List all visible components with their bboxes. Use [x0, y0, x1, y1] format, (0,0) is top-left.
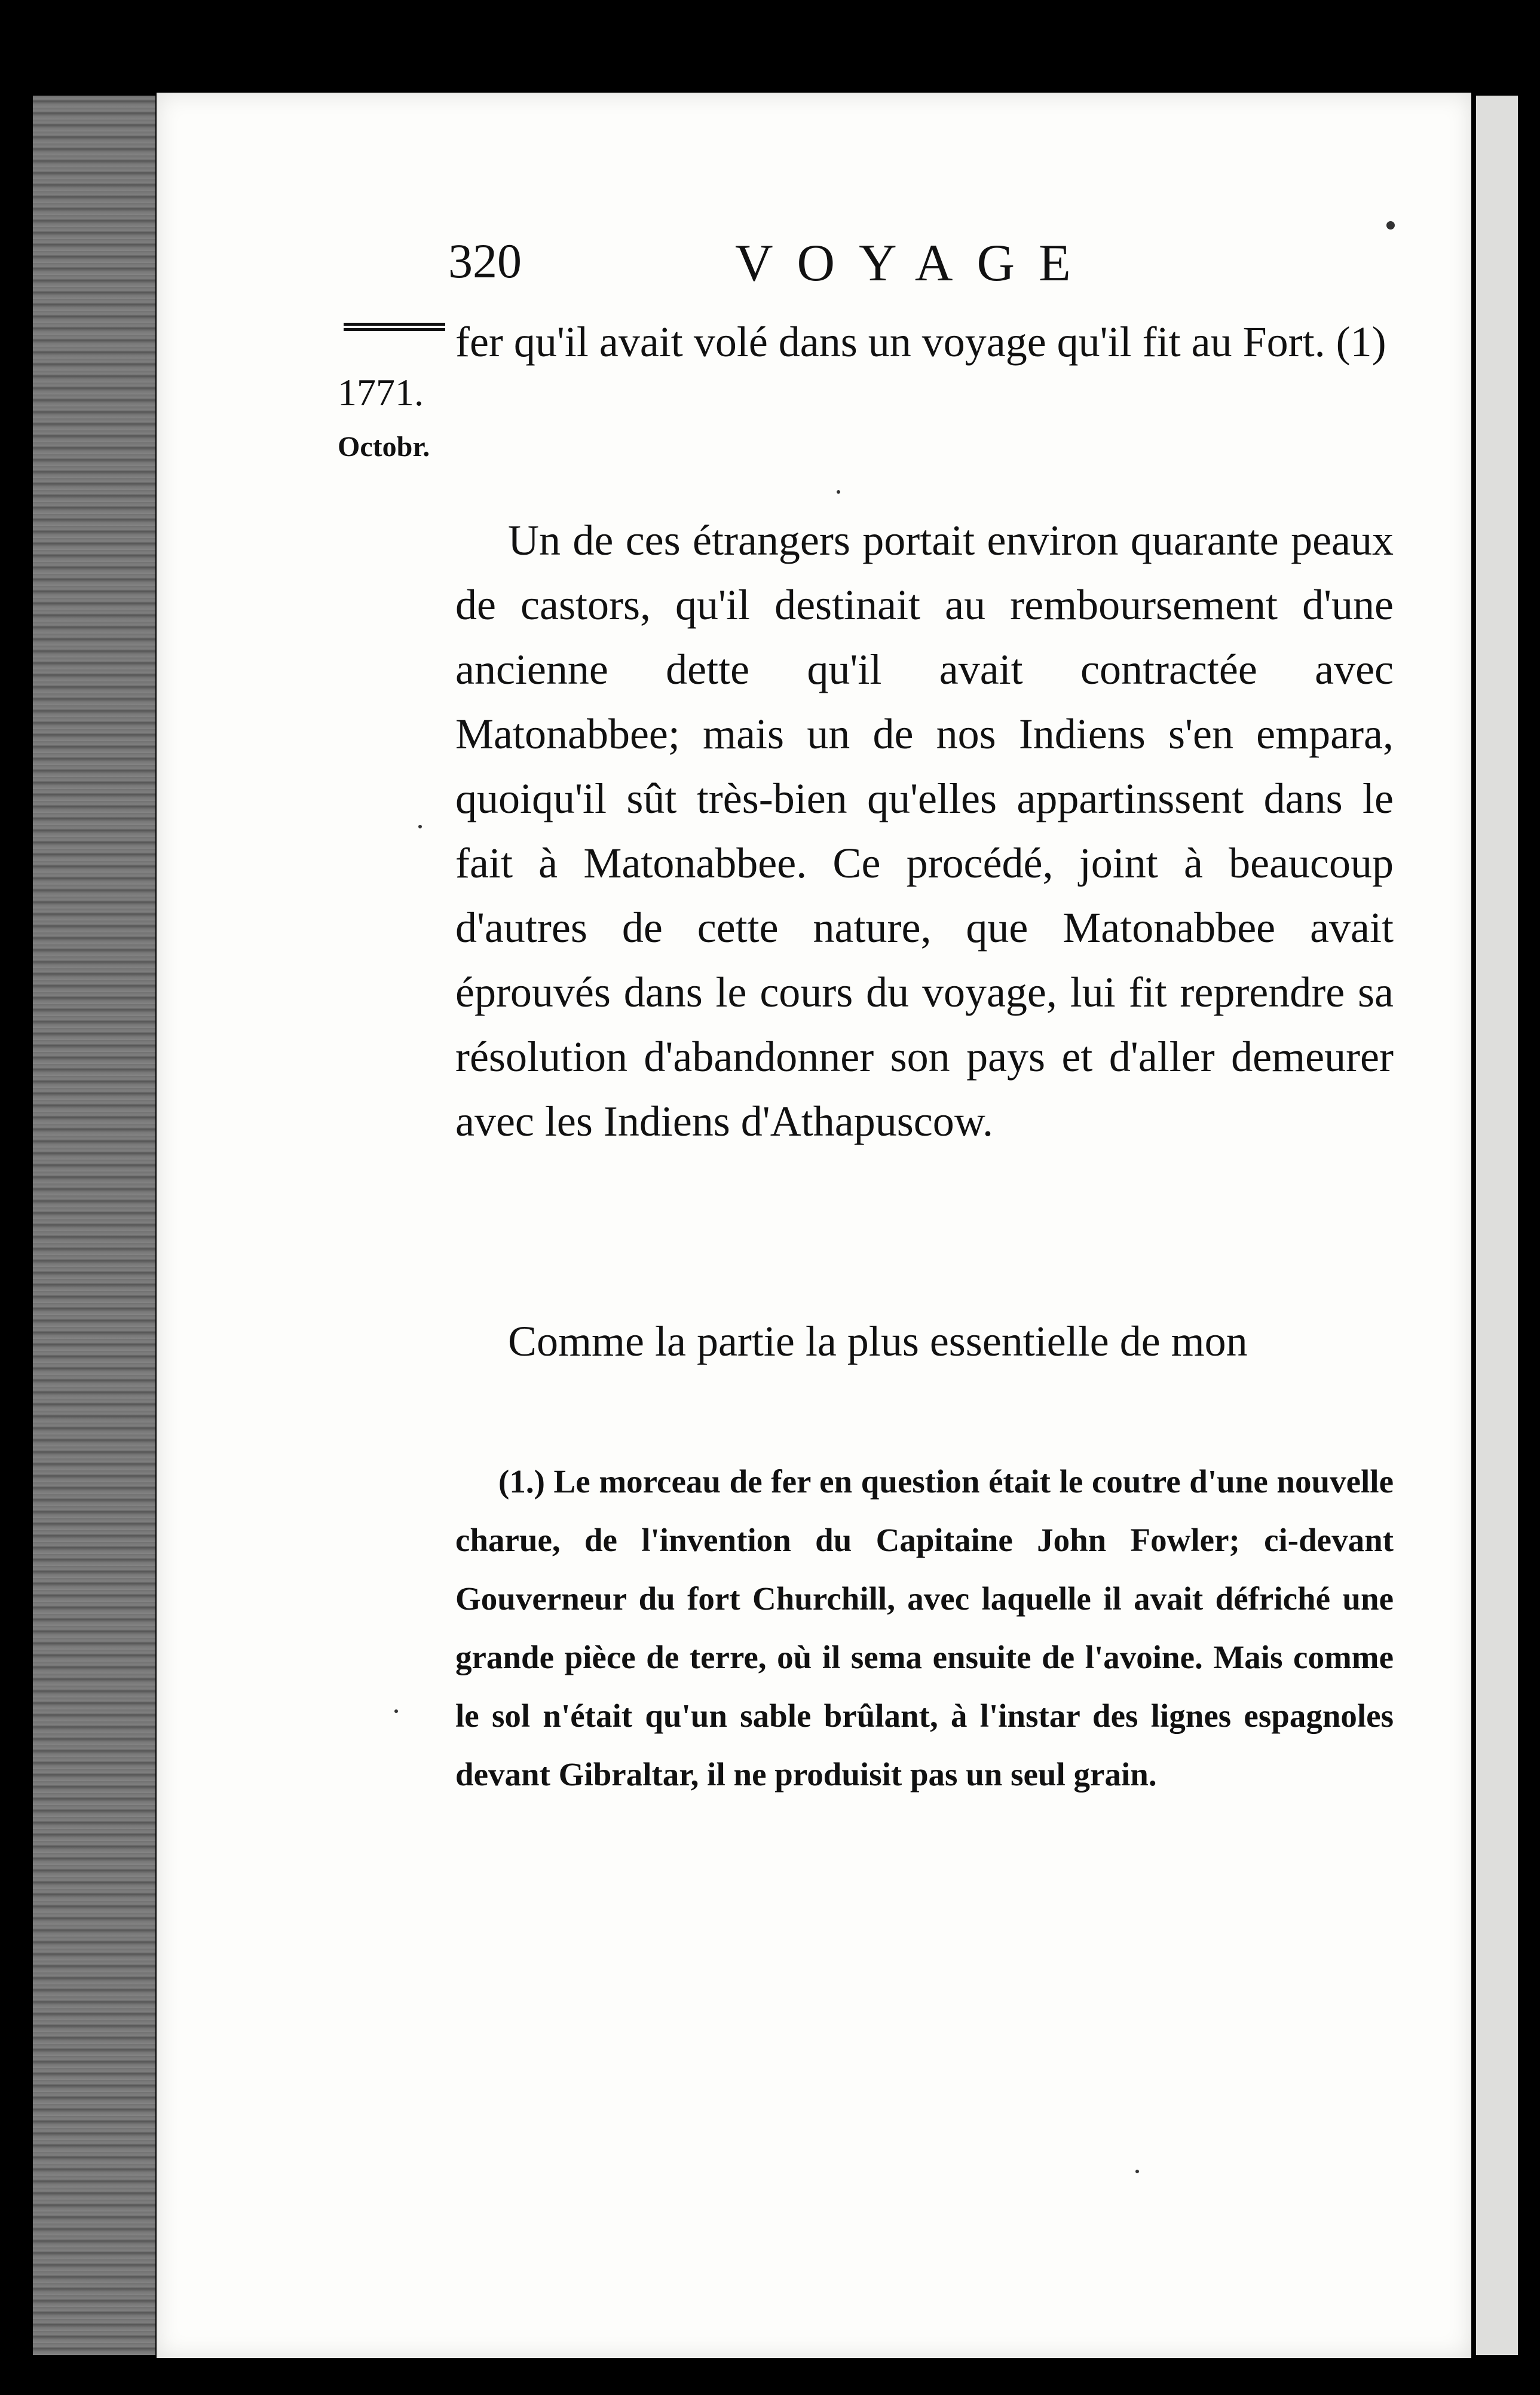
- margin-month: Octobr.: [338, 431, 430, 463]
- ink-speck: [1386, 221, 1395, 230]
- page-number: 320: [448, 234, 522, 288]
- page-stack-edge-left: [33, 96, 155, 2355]
- ink-speck: [837, 490, 840, 494]
- ink-speck: [418, 825, 422, 828]
- continuation-text: fer qu'il avait volé dans un voyage qu'il fit au Fort. (1): [455, 318, 1386, 366]
- ink-speck: [394, 1709, 398, 1713]
- facing-page-edge: [1476, 96, 1518, 2355]
- margin-year: 1771.: [338, 371, 424, 414]
- paragraph-2: Comme la partie la plus essentielle de mon: [508, 1317, 1248, 1365]
- ink-speck: [1135, 2170, 1139, 2173]
- paragraph-1: Un de ces étrangers portait environ quarante peaux de castors, qu'il destinait au remboursement d'une ancienne dette qu'il avait contractée avec Matonabbee; mais un de nos Indiens s'en empara, quoiqu'il sût très-bien qu'elles appartinssent dans le fait à Matonabbee. Ce procédé, joint à beaucoup d'autres de cette nature, que Matonabbee avait éprouvés dans le cours du voyage, lui fit reprendre sa résolution d'abandonner son pays et d'aller demeurer avec les Indiens d'Athapuscow.: [455, 516, 1394, 1145]
- footnote: (1.) Le morceau de fer en question était le coutre d'une nouvelle charue, de l'invention du Capitaine John Fowler; ci-devant Gouverneur du fort Churchill, avec laquelle il avait défriché une grande pièce de terre, où il sema ensuite de l'avoine. Mais comme le sol n'était qu'un sable brûlant, à l'instar des lignes espagnoles devant Gibraltar, il ne produisit pas un seul grain.: [455, 1463, 1394, 1793]
- margin-rule: [344, 323, 445, 332]
- running-title: VOYAGE: [735, 234, 1095, 292]
